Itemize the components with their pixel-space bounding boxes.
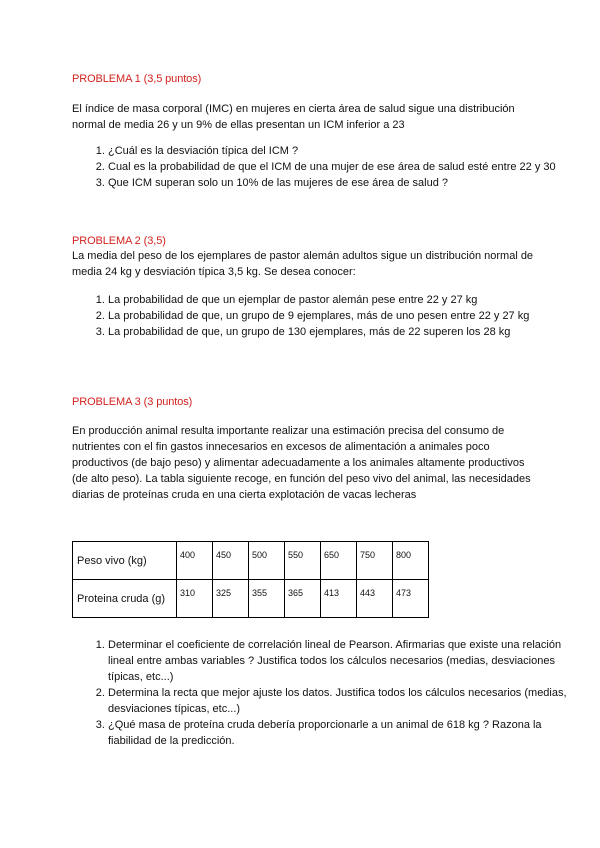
- table-cell: 400: [177, 542, 213, 580]
- problem1-question-2: 2. Cual es la probabilidad de que el ICM de una mujer de ese área de salud esté entre 22 y 30: [108, 159, 568, 175]
- table-cell: 473: [393, 580, 429, 618]
- problem3-questions: [72, 637, 568, 749]
- table-row-weight: [73, 542, 429, 580]
- problem2-question-3: 3. La probabilidad de que, un grupo de 130 ejemplares, más de 22 superen los 28 kg: [108, 324, 568, 340]
- problem2-question-1: 1. La probabilidad de que un ejemplar de pastor alemán pese entre 22 y 27 kg: [108, 292, 568, 308]
- table-cell: 750: [357, 542, 393, 580]
- table-cell: 413: [321, 580, 357, 618]
- table-cell: 800: [393, 542, 429, 580]
- table-cell: 325: [213, 580, 249, 618]
- problem1-questions: [72, 143, 568, 191]
- table-cell: 443: [357, 580, 393, 618]
- problem2-title: PROBLEMA 2 (3,5): [72, 235, 166, 247]
- table-cell: 365: [285, 580, 321, 618]
- problem3-question-1: 1. Determinar el coeficiente de correlación lineal de Pearson. Afirmarias que existe una relación lineal entre ambas variables ? Justifica todos los cálculos necesarios (medias, desviaciones típicas, etc...): [108, 637, 568, 685]
- problem3-question-2: 2. Determina la recta que mejor ajuste los datos. Justifica todos los cálculos necesarios (medias, desviaciones típicas, etc...): [108, 685, 568, 717]
- table-row-label: Peso vivo (kg): [73, 542, 177, 580]
- problem3-question-3: 3. ¿Qué masa de proteína cruda debería proporcionarle a un animal de 618 kg ? Razona la fiabilidad de la predicción.: [108, 717, 568, 749]
- problem1-intro: El índice de masa corporal (IMC) en mujeres en cierta área de salud sigue una distribución normal de media 26 y un 9% de ellas presentan un ICM inferior a 23: [72, 103, 515, 131]
- table-row-protein: [73, 580, 429, 618]
- table-cell: 450: [213, 542, 249, 580]
- table-cell: 550: [285, 542, 321, 580]
- problem2-questions: [72, 292, 568, 340]
- problem3-intro: En producción animal resulta importante realizar una estimación precisa del consumo de nutrientes con el fin gastos innecesarios en excesos de alimentación a animales poco productivos (de bajo peso) y alimentar adecuadamente a los animales altamente productivos (de alto peso). La tabla siguiente recoge, en función del peso vivo del animal, las necesidades diarias de proteínas cruda en una cierta explotación de vacas lecheras: [72, 425, 531, 501]
- problem2-question-2: 2. La probabilidad de que, un grupo de 9 ejemplares, más de uno pesen entre 22 y 27 kg: [108, 308, 568, 324]
- weight-protein-table: [72, 541, 429, 618]
- problem1-question-3: 3. Que ICM superan solo un 10% de las mujeres de ese área de salud ?: [108, 175, 568, 191]
- problem1-title: PROBLEMA 1 (3,5 puntos): [72, 73, 202, 85]
- table-cell: 650: [321, 542, 357, 580]
- table-cell: 355: [249, 580, 285, 618]
- problem1-question-1: 1. ¿Cuál es la desviación típica del ICM ?: [108, 143, 568, 159]
- table-row-label: Proteina cruda (g): [73, 580, 177, 618]
- table-cell: 310: [177, 580, 213, 618]
- problem3-title: PROBLEMA 3 (3 puntos): [72, 396, 193, 408]
- table-cell: 500: [249, 542, 285, 580]
- problem2-intro: La media del peso de los ejemplares de pastor alemán adultos sigue un distribución normal de media 24 kg y desviación típica 3,5 kg. Se desea conocer:: [72, 250, 534, 278]
